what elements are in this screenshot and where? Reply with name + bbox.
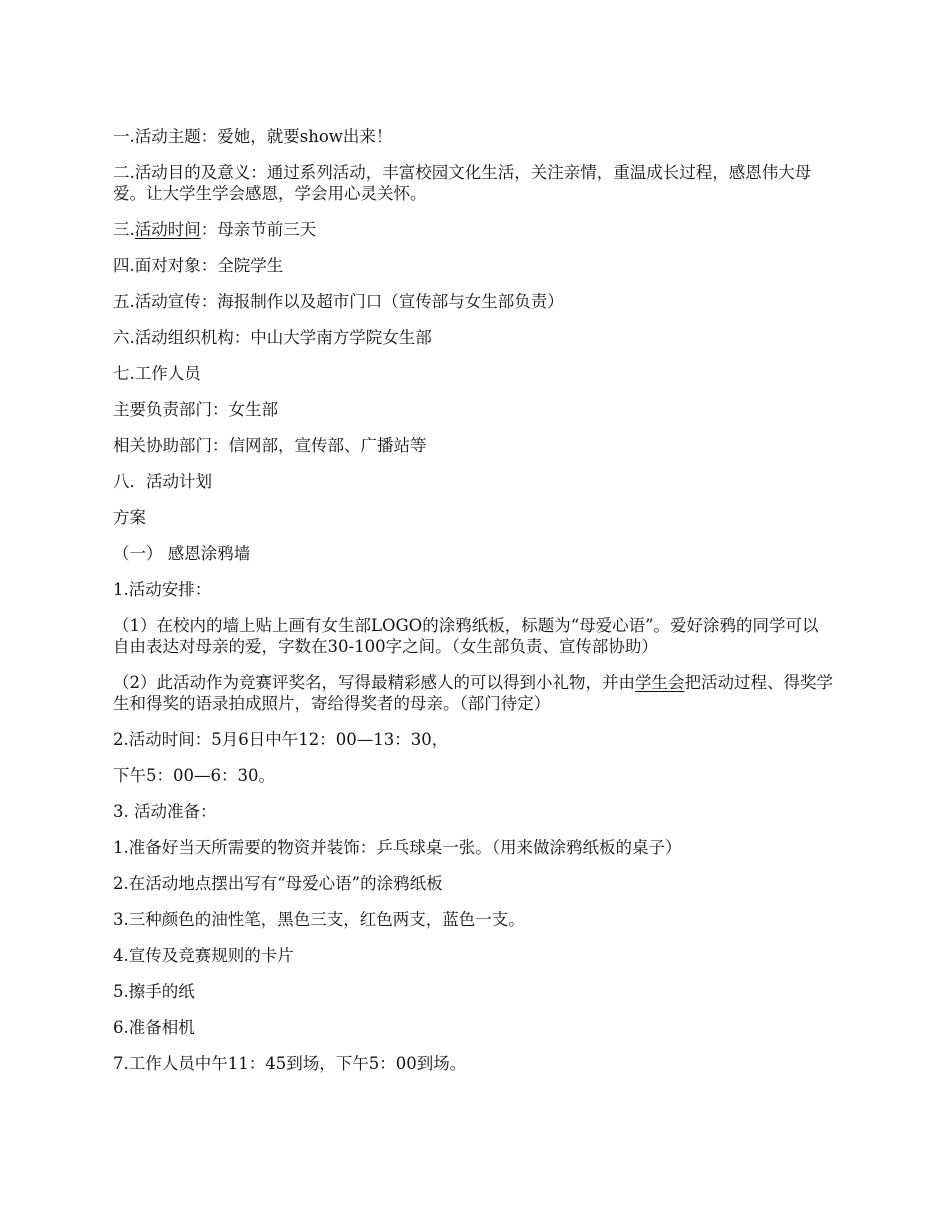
text-run: 5.擦手的纸	[113, 982, 195, 1001]
text-run: 6.准备相机	[113, 1018, 195, 1037]
plan-heading	[113, 471, 833, 492]
text-run: 七.工作人员	[113, 364, 201, 383]
text-run: （2）此活动作为竞赛评奖名，写得最精彩感人的可以得到小礼物，并由	[113, 673, 635, 692]
purpose-paragraph	[113, 162, 833, 204]
preparation-item-6	[113, 1017, 833, 1038]
text-run: 3. 活动准备：	[113, 802, 217, 821]
preparation-item-1	[113, 837, 833, 858]
afternoon-time-line	[113, 765, 833, 786]
text-run: 3.三种颜色的油性笔，黑色三支，红色两支，蓝色一支。	[113, 910, 525, 929]
text-run: 4.宣传及竞赛规则的卡片	[113, 946, 294, 965]
text-run: 主要负责部门：女生部	[113, 400, 278, 419]
text-run: ：母亲节前三天	[200, 220, 317, 239]
activity-time-line	[113, 729, 833, 750]
text-run: 2.在活动地点摆出写有“母爱心语”的涂鸦纸板	[113, 874, 443, 893]
preparation-heading	[113, 801, 833, 822]
text-run: 八．活动计划	[113, 472, 212, 491]
arrangement-heading	[113, 579, 833, 600]
preparation-item-2	[113, 873, 833, 894]
theme-line	[113, 126, 833, 147]
graffiti-wall-heading	[113, 543, 833, 564]
text-run: 二.活动目的及意义：通过系列活动，丰富校园文化生活，关注亲情，重温成长过程，感恩伟大母爱。让大学生学会感恩，学会用心灵关怀。	[113, 163, 812, 203]
organizer-line	[113, 327, 833, 348]
text-run: （一） 感恩涂鸦墙	[113, 544, 251, 563]
scheme-heading	[113, 507, 833, 528]
text-run: 7.工作人员中午11：45到场，下午5：00到场。	[113, 1054, 467, 1073]
text-run: 相关协助部门：信网部，宣传部、广播站等	[113, 436, 427, 455]
text-run: 方案	[113, 508, 146, 527]
student-union-link[interactable]: 学生会	[635, 673, 685, 692]
activity-time-link[interactable]: 活动时间	[134, 220, 201, 239]
text-run: 2.活动时间：5月6日中午12：00—13：30，	[113, 730, 449, 749]
text-run: （1）在校内的墙上贴上画有女生部LOGO的涂鸦纸板，标题为“母爱心语”。爱好涂鸦的同学可以自由表达对母亲的爱，字数在30-100字之间。（女生部负责、宣传部协助）	[113, 616, 819, 656]
preparation-item-5	[113, 981, 833, 1002]
text-run: 三.	[113, 220, 135, 239]
audience-line	[113, 255, 833, 276]
text-run: 六.活动组织机构：中山大学南方学院女生部	[113, 328, 432, 347]
preparation-item-4	[113, 945, 833, 966]
time-line	[113, 219, 833, 240]
promotion-line	[113, 291, 833, 312]
text-run: 五.活动宣传：海报制作以及超市门口（宣传部与女生部负责）	[113, 292, 564, 311]
text-run: 把活动过程、得奖学生和得奖的语录拍成照片，寄给得奖者的母亲。（部门待定）	[113, 673, 833, 713]
document-body	[113, 126, 833, 1089]
main-dept-line	[113, 399, 833, 420]
text-run: 一.活动主题：爱她，就要show出来！	[113, 127, 393, 146]
arrangement-item-1	[113, 615, 833, 657]
text-run: 1.活动安排：	[113, 580, 212, 599]
preparation-item-7	[113, 1053, 833, 1074]
staff-heading	[113, 363, 833, 384]
text-run: 1.准备好当天所需要的物资并装饰：乒乓球桌一张。（用来做涂鸦纸板的桌子）	[113, 838, 682, 857]
text-run: 四.面对对象：全院学生	[113, 256, 284, 275]
arrangement-item-2	[113, 672, 833, 714]
preparation-item-3	[113, 909, 833, 930]
text-run: 下午5：00—6：30。	[113, 766, 275, 785]
assist-dept-line	[113, 435, 833, 456]
